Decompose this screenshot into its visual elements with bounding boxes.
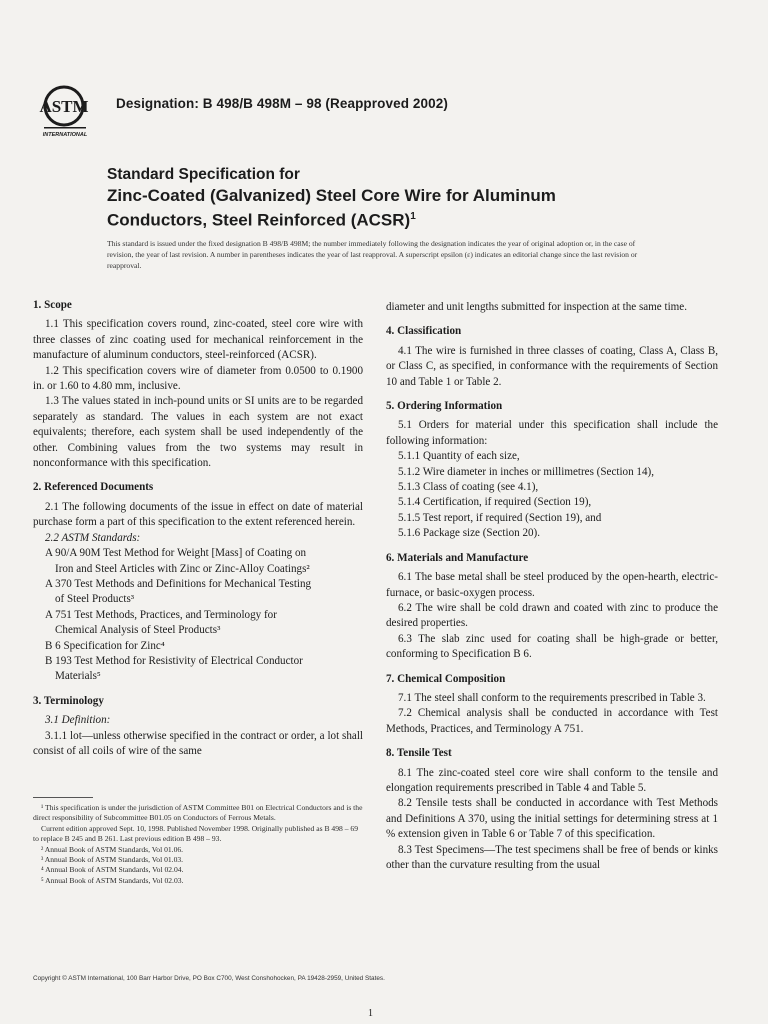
svg-text:INTERNATIONAL: INTERNATIONAL — [42, 132, 88, 138]
reference-a90-line-2: Iron and Steel Articles with Zinc or Zinc-Alloy Coatings² — [55, 562, 310, 575]
section-heading-classification: 4. Classification — [386, 325, 462, 338]
section-heading-ordering-information: 5. Ordering Information — [386, 400, 503, 413]
para-5-1-4: 5.1.4 Certification, if required (Section 19), — [398, 496, 592, 509]
reference-b193 — [33, 654, 363, 685]
reference-a751-line-2: Chemical Analysis of Steel Products³ — [55, 624, 221, 637]
para-5-1: 5.1 Orders for material under this specification shall include the following information: — [386, 419, 718, 447]
section-heading-referenced-documents: 2. Referenced Documents — [33, 481, 154, 494]
para-3-1-1: 3.1.1 lot—unless otherwise specified in the contract or order, a lot shall consist of all coils of wire of the same — [33, 729, 363, 757]
footnote-1: ¹ This specification is under the jurisdiction of ASTM Committee B01 on Electrical Conductors and is the direct responsibility of Subcommittee B01.05 on Conductors of Ferrous Metals. — [33, 803, 363, 823]
para-5-1-3: 5.1.3 Class of coating (see 4.1), — [398, 481, 539, 494]
para-5-1-1: 5.1.1 Quantity of each size, — [398, 450, 520, 463]
title-footnote-mark: 1 — [410, 211, 416, 222]
para-8-1: 8.1 The zinc-coated steel core wire shall conform to the tensile and elongation requirements prescribed in Table 4 and Table 5. — [386, 766, 718, 794]
para-5-1-2: 5.1.2 Wire diameter in inches or millimetres (Section 14), — [398, 465, 654, 478]
para-7-2: 7.2 Chemical analysis shall be conducted in accordance with Test Methods, Practices, and Terminology A 751. — [386, 707, 718, 735]
footnote-3: ³ Annual Book of ASTM Standards, Vol 01.03. — [41, 855, 184, 865]
para-6-1: 6.1 The base metal shall be steel produced by the open-hearth, electric-furnace, or basic-oxygen process. — [386, 571, 718, 599]
document-title — [107, 164, 667, 231]
section-heading-materials: 6. Materials and Manufacture — [386, 551, 529, 564]
para-5-1-5: 5.1.5 Test report, if required (Section 19), and — [398, 511, 602, 524]
right-column — [386, 300, 718, 873]
para-1-2: 1.2 This specification covers wire of diameter from 0.0500 to 0.1900 in. or 1.60 to 4.80 mm, inclusive. — [33, 364, 363, 393]
title-line-1: Standard Specification for — [107, 166, 300, 183]
designation: Designation: B 498/B 498M – 98 (Reapproved 2002) — [116, 96, 448, 111]
reference-a90 — [33, 546, 363, 577]
para-8-3: 8.3 Test Specimens—The test specimens shall be free of bends or kinks other than the curvature resulting from the usual — [386, 843, 718, 871]
section-heading-terminology: 3. Terminology — [33, 694, 104, 707]
footnote-rule — [33, 797, 93, 798]
reference-a370 — [33, 577, 363, 608]
footnote-5: ⁵ Annual Book of ASTM Standards, Vol 02.03. — [41, 875, 184, 885]
reference-b193-line-1: B 193 Test Method for Resistivity of Electrical Conductor — [45, 654, 303, 667]
footnote-4: ⁴ Annual Book of ASTM Standards, Vol 02.04. — [41, 865, 184, 875]
astm-logo-icon — [34, 82, 98, 140]
footnotes — [33, 803, 365, 886]
title-line-3-text: Conductors, Steel Reinforced (ACSR) — [107, 210, 411, 230]
section-heading-scope: 1. Scope — [33, 299, 72, 311]
para-3-1-1-continued: diameter and unit lengths submitted for inspection at the same time. — [386, 301, 687, 313]
para-2-2: 2.2 ASTM Standards: — [45, 531, 141, 544]
footnote-2: ² Annual Book of ASTM Standards, Vol 01.06. — [41, 844, 184, 854]
para-3-1: 3.1 Definition: — [45, 714, 111, 727]
reference-a90-line-1: A 90/A 90M Test Method for Weight [Mass] of Coating on — [45, 547, 307, 560]
para-6-2: 6.2 The wire shall be cold drawn and coated with zinc to produce the desired properties. — [386, 601, 718, 630]
para-8-2: 8.2 Tensile tests shall be conducted in accordance with Test Methods and Definitions A 370, using the initial settings for determining stress at 1 % extension given in Table 6 or Table 7 of this specification. — [386, 797, 718, 841]
reference-b193-line-2: Materials⁵ — [55, 670, 101, 683]
title-line-3 — [107, 206, 667, 231]
para-2-1: 2.1 The following documents of the issue in effect on date of material purchase form a part of this specification to the extent referenced herein. — [33, 500, 363, 529]
reference-a751 — [33, 608, 363, 639]
section-heading-tensile-test: 8. Tensile Test — [386, 747, 452, 760]
para-5-1-6: 5.1.6 Package size (Section 20). — [398, 527, 541, 540]
reference-a370-line-2: of Steel Products³ — [55, 593, 135, 606]
para-1-1: 1.1 This specification covers round, zinc-coated, steel core wire with three classes of zinc coating used for mechanical reinforcement in the manufacture of aluminum conductors, steel-reinforced (ACSR). — [33, 318, 363, 362]
reference-a370-line-1: A 370 Test Methods and Definitions for Mechanical Testing — [45, 577, 312, 590]
title-line-2: Zinc-Coated (Galvanized) Steel Core Wire for Aluminum — [107, 186, 556, 205]
page-number: 1 — [368, 1008, 373, 1019]
svg-text:ASTM: ASTM — [39, 97, 89, 116]
left-column — [33, 298, 363, 759]
section-heading-chemical-composition: 7. Chemical Composition — [386, 672, 506, 685]
reference-a751-line-1: A 751 Test Methods, Practices, and Terminology for — [45, 608, 277, 621]
copyright-notice: Copyright © ASTM International, 100 Barr Harbor Drive, PO Box C700, West Conshohocken, PA 19428-2959, United States. — [33, 975, 385, 982]
para-4-1: 4.1 The wire is furnished in three classes of coating, Class A, Class B, or Class C, as specified, in conformance with the requirements of Section 10 and Table 1 or Table 2. — [386, 344, 718, 388]
para-1-3: 1.3 The values stated in inch-pound units or SI units are to be regarded separately as standard. The values in each system are not exact equivalents; therefore, each system shall be used independently of the other. Combining values from the two systems may result in nonconformance with this specification. — [33, 395, 363, 470]
reference-b6: B 6 Specification for Zinc⁴ — [45, 639, 165, 652]
designation-notice: This standard is issued under the fixed designation B 498/B 498M; the number immediately following the designation indicates the year of original adoption or, in the case of revision, the year of last revision. A number in parentheses indicates the year of last reapproval. A superscript epsilon (ε) indicates an editorial change since the last revision or reapproval. — [107, 239, 638, 270]
para-6-3: 6.3 The slab zinc used for coating shall be high-grade or better, conforming to Specification B 6. — [386, 632, 718, 661]
para-7-1: 7.1 The steel shall conform to the requirements prescribed in Table 3. — [398, 691, 706, 704]
footnote-1-edition: Current edition approved Sept. 10, 1998. Published November 1998. Originally published as B 498 – 69 to replace B 245 and B 261. Last previous edition B 498 – 93. — [33, 823, 359, 844]
